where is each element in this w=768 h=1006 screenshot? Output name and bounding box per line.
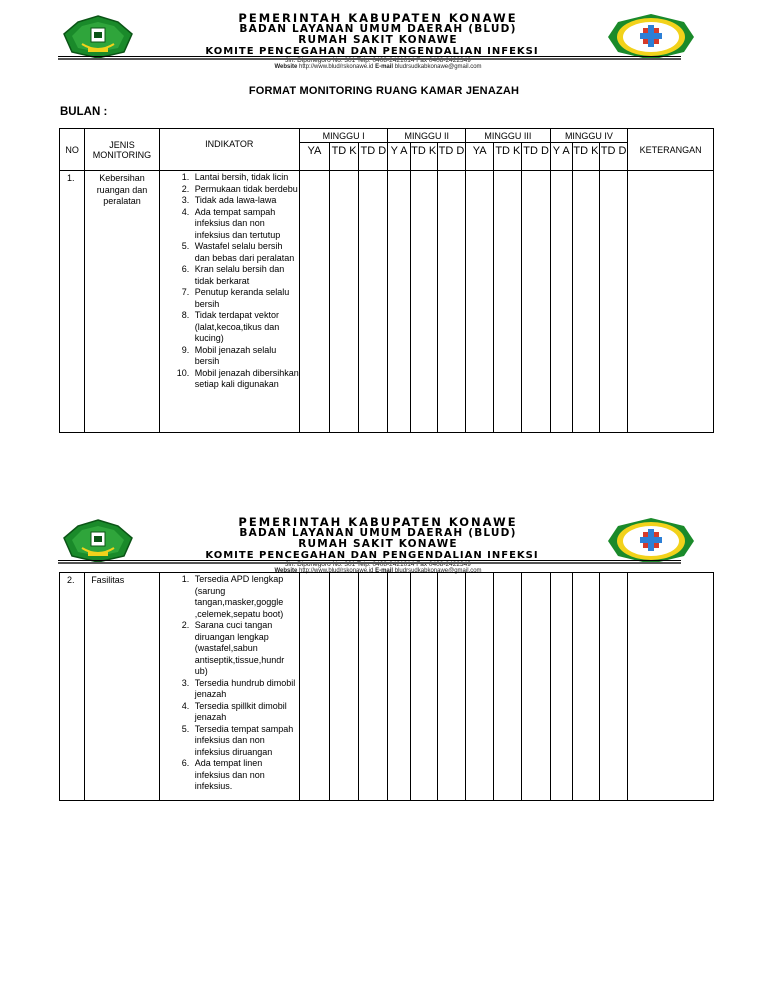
letterhead-line1: PEMERINTAH KABUPATEN KONAWE: [238, 11, 518, 25]
sub-ya-w2: Y A: [388, 143, 410, 171]
check-cell[interactable]: [388, 573, 410, 801]
header-no: NO: [60, 129, 85, 171]
header-minggu-3: MINGGU III: [466, 129, 551, 143]
letterhead-page2: [58, 515, 696, 574]
website-label: Website: [274, 568, 298, 574]
keterangan-cell[interactable]: [628, 171, 714, 433]
letterhead-line3: RUMAH SAKIT KONAWE: [298, 34, 458, 46]
sub-td-w4: TD D: [600, 143, 628, 171]
check-cell[interactable]: [359, 171, 388, 433]
letterhead-contact: [148, 64, 608, 71]
check-cell[interactable]: [600, 171, 628, 433]
website-text: http://www.blud/rskonawe.id: [299, 568, 374, 574]
row1-no: 1.: [60, 171, 85, 433]
sub-ya-w1: YA: [299, 143, 329, 171]
email-text: bludrsudkabkonawe@gmail.com: [394, 64, 482, 70]
letterhead-address: Jln. Diponegoro No. 301 Telp. 0408-2421014 Fax 0408-2422349: [285, 561, 471, 568]
row1-indikator-list: [160, 172, 299, 391]
list-item: 1. Lantai bersih, tidak licin: [192, 172, 299, 184]
check-cell[interactable]: [550, 573, 572, 801]
list-item: 10. Mobil jenazah dibersihkan setiap kali digunakan: [192, 368, 299, 391]
document-title: FORMAT MONITORING RUANG KAMAR JENAZAH: [248, 85, 520, 97]
sub-ya-w4: Y A: [550, 143, 572, 171]
bulan-label: BULAN :: [60, 106, 108, 118]
letterhead-text: [148, 12, 608, 71]
header-minggu-1: MINGGU I: [299, 129, 388, 143]
email-text: bludrsudkabkonawe@gmail.com: [394, 568, 482, 574]
list-item: 2. Sarana cuci tangan diruangan lengkap (wastafel,sabun antiseptik,tissue,hundr ub): [192, 620, 299, 678]
list-item: 4. Tersedia spillkit dimobil jenazah: [192, 701, 299, 724]
check-cell[interactable]: [494, 573, 522, 801]
row2-jenis: Fasilitas: [85, 573, 160, 801]
row2-indikator-list: [160, 574, 299, 793]
check-cell[interactable]: [359, 573, 388, 801]
hospital-logo-icon: [606, 12, 696, 62]
website-text: http://www.blud/rskonawe.id: [299, 64, 374, 70]
list-item: 3. Tidak ada lawa-lawa: [192, 195, 299, 207]
check-cell[interactable]: [600, 573, 628, 801]
letterhead-line4: KOMITE PENCEGAHAN DAN PENGENDALIAN INFEKSI: [205, 46, 539, 57]
check-cell[interactable]: [494, 171, 522, 433]
check-cell[interactable]: [466, 573, 494, 801]
letterhead-text: [148, 516, 608, 575]
row1-indikator: [159, 171, 299, 433]
sub-td-w2: TD D: [437, 143, 465, 171]
letterhead-rule: [58, 560, 681, 561]
check-cell[interactable]: [522, 573, 550, 801]
row2-no: 2.: [60, 573, 85, 801]
check-cell[interactable]: [437, 573, 465, 801]
check-cell[interactable]: [572, 573, 599, 801]
table-row: [60, 573, 714, 801]
letterhead-line2: BADAN LAYANAN UMUM DAERAH (BLUD): [239, 23, 517, 35]
list-item: 6. Kran selalu bersih dan tidak berkarat: [192, 264, 299, 287]
list-item: 1. Tersedia APD lengkap (sarung tangan,masker,goggle ,celemek,sepatu boot): [192, 574, 299, 620]
letterhead-line3: RUMAH SAKIT KONAWE: [298, 538, 458, 550]
check-cell[interactable]: [437, 171, 465, 433]
letterhead-rule: [58, 56, 681, 57]
check-cell[interactable]: [410, 171, 437, 433]
monitoring-table-page1: [59, 128, 714, 433]
hospital-logo-icon: [606, 516, 696, 566]
check-cell[interactable]: [330, 573, 359, 801]
letterhead-line4: KOMITE PENCEGAHAN DAN PENGENDALIAN INFEKSI: [205, 550, 539, 561]
list-item: 3. Tersedia hundrub dimobil jenazah: [192, 678, 299, 701]
monitoring-table-page2: [59, 572, 714, 801]
header-keterangan: KETERANGAN: [628, 129, 714, 171]
check-cell[interactable]: [388, 171, 410, 433]
letterhead-address: Jln. Diponegoro No. 301 Telp. 0408-2421014 Fax 0408-2422349: [285, 57, 471, 64]
check-cell[interactable]: [299, 573, 329, 801]
table-row: [60, 171, 714, 433]
letterhead-line1: PEMERINTAH KABUPATEN KONAWE: [238, 515, 518, 529]
email-label: E-mail: [375, 568, 394, 574]
letterhead-line2: BADAN LAYANAN UMUM DAERAH (BLUD): [239, 527, 517, 539]
keterangan-cell[interactable]: [628, 573, 714, 801]
email-label: E-mail: [375, 64, 394, 70]
header-indikator: INDIKATOR: [159, 129, 299, 171]
letterhead-page1: [58, 11, 696, 70]
check-cell[interactable]: [522, 171, 550, 433]
list-item: 5. Wastafel selalu bersih dan bebas dari peralatan: [192, 241, 299, 264]
list-item: 4. Ada tempat sampah infeksius dan non infeksius dan tertutup: [192, 207, 299, 242]
sub-tdk-w1: TD K: [330, 143, 359, 171]
list-item: 9. Mobil jenazah selalu bersih: [192, 345, 299, 368]
website-label: Website: [274, 64, 298, 70]
header-minggu-4: MINGGU IV: [550, 129, 628, 143]
header-minggu-2: MINGGU II: [388, 129, 466, 143]
check-cell[interactable]: [466, 171, 494, 433]
sub-td-w1: TD D: [359, 143, 388, 171]
check-cell[interactable]: [550, 171, 572, 433]
list-item: 2. Permukaan tidak berdebu: [192, 184, 299, 196]
sub-td-w3: TD D: [522, 143, 550, 171]
check-cell[interactable]: [572, 171, 599, 433]
list-item: 6. Ada tempat linen infeksius dan non infeksius.: [192, 758, 299, 793]
sub-tdk-w4: TD K: [572, 143, 599, 171]
list-item: 7. Penutup keranda selalu bersih: [192, 287, 299, 310]
sub-tdk-w3: TD K: [494, 143, 522, 171]
kemenag-logo-icon: [58, 14, 138, 60]
check-cell[interactable]: [299, 171, 329, 433]
sub-ya-w3: YA: [466, 143, 494, 171]
list-item: 8. Tidak terdapat vektor (lalat,kecoa,tikus dan kucing): [192, 310, 299, 345]
kemenag-logo-icon: [58, 518, 138, 564]
row2-indikator: [159, 573, 299, 801]
check-cell[interactable]: [410, 573, 437, 801]
header-jenis: JENIS MONITORING: [85, 129, 160, 171]
letterhead-rule-thick: [58, 562, 681, 564]
check-cell[interactable]: [330, 171, 359, 433]
list-item: 5. Tersedia tempat sampah infeksius dan non infeksius diruangan: [192, 724, 299, 759]
row1-jenis: Kebersihan ruangan dan peralatan: [85, 171, 160, 433]
letterhead-rule-thick: [58, 58, 681, 60]
sub-tdk-w2: TD K: [410, 143, 437, 171]
